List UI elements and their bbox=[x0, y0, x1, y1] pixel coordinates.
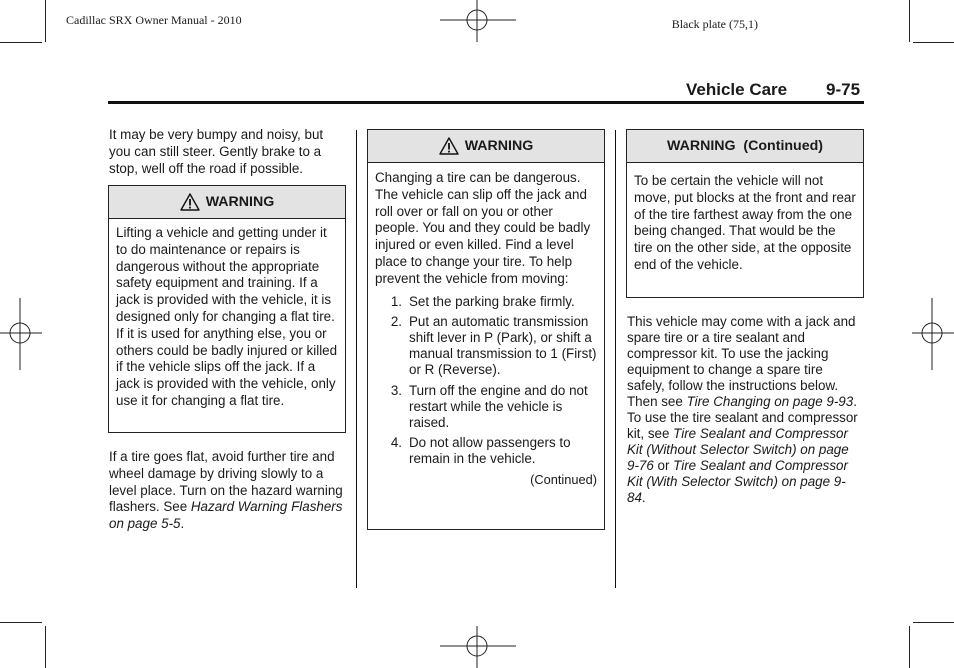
warning-icon bbox=[439, 137, 459, 155]
warning-body bbox=[368, 163, 604, 494]
flat-tire-paragraph bbox=[109, 449, 349, 533]
intro-paragraph: It may be very bumpy and noisy, but you can still steer. Gently brake to a stop, well off the road if possible. bbox=[109, 127, 324, 176]
column-divider bbox=[356, 130, 357, 588]
crop-mark bbox=[913, 622, 954, 623]
manual-title: Cadillac SRX Owner Manual - 2010 bbox=[66, 13, 242, 27]
step-number: 2. bbox=[390, 313, 402, 329]
flat-text: If a tire goes flat, avoid further tire and wheel damage by driving slowly to a level place. Turn on the hazard warning flashers. See bbox=[109, 449, 343, 515]
registration-mark-right bbox=[912, 298, 954, 370]
warning-text: Changing a tire can be dangerous. The vehicle can slip off the jack and roll over or fall on you or other people. You and they could be badly injured or even killed. Find a level place to change your tire. To help prevent the vehicle from moving: bbox=[375, 170, 591, 286]
header-rule bbox=[108, 101, 864, 104]
warning-header bbox=[627, 130, 863, 163]
paragraph-text: . To use the tire sealant and compressor kit, see bbox=[627, 394, 858, 441]
step-text: Put an automatic transmission shift lever in P (Park), or shift a manual transmission to 1 (First) or R (Reverse). bbox=[409, 313, 597, 378]
warning-box-changing-tire bbox=[367, 129, 605, 530]
step-text: Set the parking brake firmly. bbox=[409, 293, 575, 309]
warning-box-jack-lifting bbox=[108, 185, 346, 433]
warning-text: Lifting a vehicle and getting under it to do maintenance or repairs is dangerous without the appropriate safety equipment and training. If a jack is provided with the vehicle, it is designed only for changing a flat tire. If it is used for anything else, you or others could be badly injured or killed if the vehicle slips off the jack. If a jack is provided with the vehicle, only use it for changing a flat tire. bbox=[116, 225, 338, 408]
crop-mark bbox=[45, 626, 46, 668]
tire-changing-reference[interactable]: Tire Changing on page 9-93 bbox=[686, 394, 854, 409]
warning-header bbox=[368, 130, 604, 163]
section-title: Vehicle Care bbox=[686, 80, 788, 99]
step-text: Do not allow passengers to remain in the vehicle. bbox=[409, 435, 571, 467]
crop-mark bbox=[909, 0, 910, 42]
list-item bbox=[375, 294, 597, 310]
list-item bbox=[375, 383, 597, 432]
list-item bbox=[375, 314, 597, 379]
page-number: 9-75 bbox=[826, 80, 861, 99]
warning-title: WARNING bbox=[464, 138, 534, 154]
paragraph-text: or bbox=[653, 458, 674, 473]
hazard-flashers-reference[interactable]: Hazard Warning Flashers on page 5-5 bbox=[109, 499, 343, 532]
registration-mark-top bbox=[440, 0, 516, 42]
warning-header bbox=[109, 186, 345, 219]
plate-label: Black plate (75,1) bbox=[671, 17, 758, 31]
flat-end: . bbox=[180, 516, 185, 532]
continued-label: (Continued) bbox=[530, 471, 597, 487]
paragraph-text: This vehicle may come with a jack and spare tire or a tire sealant and compressor kit. To use the jacking equipment to change a spare tire safely, follow the instructions below. Then see bbox=[627, 314, 856, 409]
registration-mark-left bbox=[0, 298, 42, 370]
column-1 bbox=[109, 127, 347, 177]
sealant-kit-without-switch-reference[interactable]: Tire Sealant and Compressor Kit (Without Selector Switch) on page 9-76 bbox=[627, 426, 849, 473]
registration-mark-bottom bbox=[440, 626, 516, 668]
crop-mark bbox=[909, 626, 910, 668]
warning-title: WARNING (Continued) bbox=[666, 138, 824, 154]
sealant-kit-with-switch-reference[interactable]: Tire Sealant and Compressor Kit (With Selector Switch) on page 9-84 bbox=[627, 458, 848, 505]
step-text: Turn off the engine and do not restart while the vehicle is raised. bbox=[409, 382, 588, 430]
list-item bbox=[375, 435, 597, 467]
crop-mark bbox=[0, 622, 42, 623]
steps-list bbox=[375, 294, 597, 468]
warning-text: To be certain the vehicle will not move, put blocks at the front and rear of the tire farthest away from the one being changed. That would be the tire on the other side, at the opposite end of the vehicle. bbox=[634, 173, 856, 272]
crop-mark bbox=[913, 42, 954, 43]
warning-title: WARNING bbox=[205, 194, 275, 210]
crop-mark bbox=[45, 0, 46, 42]
warning-icon bbox=[180, 193, 200, 211]
step-number: 1. bbox=[390, 293, 402, 309]
column-divider bbox=[615, 130, 616, 588]
crop-mark bbox=[0, 42, 42, 43]
warning-box-continued bbox=[626, 129, 864, 298]
jack-kit-paragraph bbox=[627, 314, 863, 506]
paragraph-text: . bbox=[641, 490, 646, 505]
step-number: 3. bbox=[390, 382, 402, 398]
step-number: 4. bbox=[390, 435, 402, 451]
